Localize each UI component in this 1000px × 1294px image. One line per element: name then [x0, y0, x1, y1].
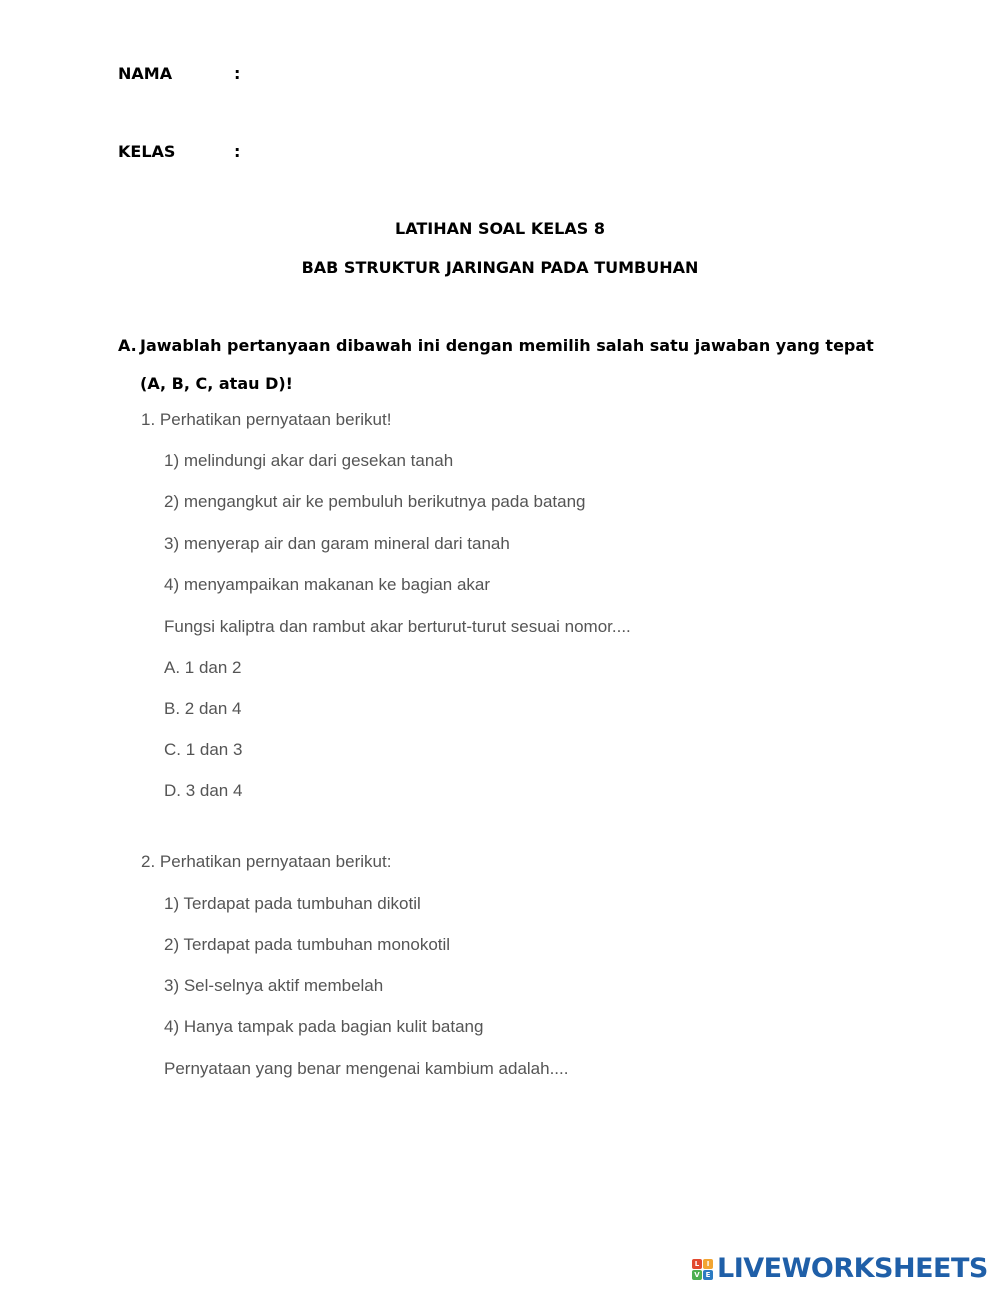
question-1-option-b[interactable]: B. 2 dan 4	[164, 699, 242, 718]
logo-tile-e: E	[703, 1270, 713, 1280]
instruction-letter: A.	[118, 336, 137, 355]
question-2-statement-4: 4) Hanya tampak pada bagian kulit batang	[164, 1017, 484, 1036]
question-1-option-c[interactable]: C. 1 dan 3	[164, 740, 243, 759]
question-1-statement-1: 1) melindungi akar dari gesekan tanah	[164, 451, 454, 470]
kelas-label: KELAS	[118, 142, 176, 161]
nama-label: NAMA	[118, 64, 173, 83]
question-1-stem: 1. Perhatikan pernyataan berikut!	[141, 410, 392, 429]
question-1-option-d[interactable]: D. 3 dan 4	[164, 781, 243, 800]
question-2-stem: 2. Perhatikan pernyataan berikut:	[141, 852, 392, 871]
instruction-text: Jawablah pertanyaan dibawah ini dengan memilih salah satu jawaban yang tepat (A, B, C, atau D)!	[140, 336, 874, 393]
nama-colon: :	[234, 64, 241, 83]
instruction	[118, 327, 898, 403]
question-2-statement-1: 1) Terdapat pada tumbuhan dikotil	[164, 894, 421, 913]
question-1-prompt: Fungsi kaliptra dan rambut akar berturut-turut sesuai nomor....	[164, 617, 631, 636]
liveworksheets-logo[interactable]	[692, 1254, 988, 1284]
question-2-statement-3: 3) Sel-selnya aktif membelah	[164, 976, 384, 995]
question-1-statement-2: 2) mengangkut air ke pembuluh berikutnya pada batang	[164, 492, 586, 511]
logo-tile-v: V	[692, 1270, 702, 1280]
page-subtitle: BAB STRUKTUR JARINGAN PADA TUMBUHAN	[301, 258, 699, 277]
question-2-prompt: Pernyataan yang benar mengenai kambium adalah....	[164, 1059, 569, 1078]
question-1-statement-4: 4) menyampaikan makanan ke bagian akar	[164, 575, 491, 594]
liveworksheets-logo-icon	[692, 1259, 713, 1280]
question-2-statement-2: 2) Terdapat pada tumbuhan monokotil	[164, 935, 451, 954]
logo-tile-i: I	[703, 1259, 713, 1269]
question-1-statement-3: 3) menyerap air dan garam mineral dari tanah	[164, 534, 510, 553]
liveworksheets-logo-text: LIVEWORKSHEETS	[717, 1253, 988, 1284]
question-1-option-a[interactable]: A. 1 dan 2	[164, 658, 242, 677]
kelas-colon: :	[234, 142, 241, 161]
page-title: LATIHAN SOAL KELAS 8	[395, 219, 605, 238]
logo-tile-l: L	[692, 1259, 702, 1269]
